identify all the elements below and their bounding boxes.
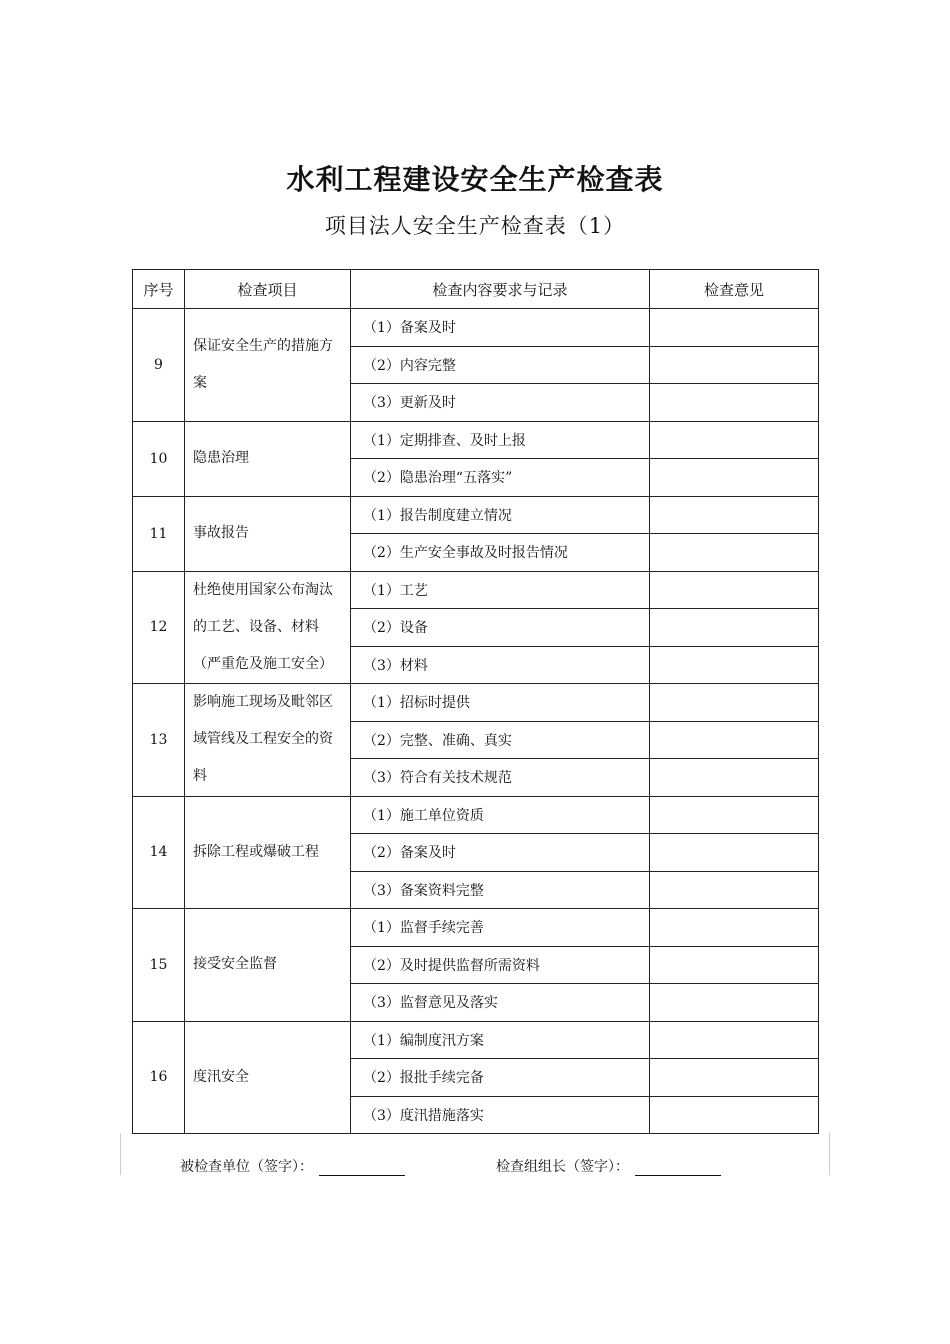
requirement-record: （3）度汛措施落实	[351, 1096, 650, 1134]
inspection-table	[132, 269, 819, 1134]
table-row	[133, 571, 819, 609]
requirement-record: （1）编制度汛方案	[351, 1021, 650, 1059]
header-opinion: 检查意见	[650, 270, 819, 309]
opinion-cell[interactable]	[650, 609, 819, 647]
opinion-cell[interactable]	[650, 459, 819, 497]
requirement-record: （2）备案及时	[351, 834, 650, 872]
requirement-record: （1）报告制度建立情况	[351, 496, 650, 534]
header-number: 序号	[133, 270, 185, 309]
row-number: 12	[133, 571, 185, 684]
table-row	[133, 496, 819, 534]
requirement-record: （1）定期排查、及时上报	[351, 421, 650, 459]
requirement-record: （3）备案资料完整	[351, 871, 650, 909]
header-item: 检查项目	[185, 270, 351, 309]
inspected-unit-label: 被检查单位（签字）：	[180, 1159, 313, 1175]
document-subtitle: 项目法人安全生产检查表（1）	[324, 214, 626, 238]
opinion-cell[interactable]	[650, 496, 819, 534]
inspection-item: 事故报告	[185, 496, 351, 571]
inspection-item: 接受安全监督	[185, 909, 351, 1022]
requirement-record: （1）工艺	[351, 571, 650, 609]
requirement-record: （2）设备	[351, 609, 650, 647]
table-row	[133, 421, 819, 459]
row-number: 13	[133, 684, 185, 797]
opinion-cell[interactable]	[650, 946, 819, 984]
opinion-cell[interactable]	[650, 534, 819, 572]
opinion-cell[interactable]	[650, 834, 819, 872]
requirement-record: （2）及时提供监督所需资料	[351, 946, 650, 984]
table-row	[133, 796, 819, 834]
opinion-cell[interactable]	[650, 1059, 819, 1097]
requirement-record: （2）隐患治理“五落实”	[351, 459, 650, 497]
document-title: 水利工程建设安全生产检查表	[286, 163, 664, 196]
opinion-cell[interactable]	[650, 421, 819, 459]
requirement-record: （1）备案及时	[351, 309, 650, 347]
table-row	[133, 684, 819, 722]
inspection-item: 隐患治理	[185, 421, 351, 496]
row-number: 15	[133, 909, 185, 1022]
opinion-cell[interactable]	[650, 721, 819, 759]
row-number: 9	[133, 309, 185, 422]
requirement-record: （2）完整、准确、真实	[351, 721, 650, 759]
team-leader-label: 检查组组长（签字）：	[496, 1159, 629, 1175]
inspected-unit-signature-line[interactable]	[319, 1161, 405, 1176]
opinion-cell[interactable]	[650, 871, 819, 909]
opinion-cell[interactable]	[650, 1096, 819, 1134]
opinion-cell[interactable]	[650, 384, 819, 422]
opinion-cell[interactable]	[650, 984, 819, 1022]
inspection-item: 影响施工现场及毗邻区域管线及工程安全的资料	[185, 684, 351, 797]
requirement-record: （1）招标时提供	[351, 684, 650, 722]
inspection-item: 拆除工程或爆破工程	[185, 796, 351, 909]
inspection-item: 度汛安全	[185, 1021, 351, 1134]
row-number: 16	[133, 1021, 185, 1134]
opinion-cell[interactable]	[650, 346, 819, 384]
opinion-cell[interactable]	[650, 796, 819, 834]
row-number: 10	[133, 421, 185, 496]
inspected-unit-signature	[180, 1156, 405, 1176]
requirement-record: （2）报批手续完备	[351, 1059, 650, 1097]
inspection-item: 保证安全生产的措施方案	[185, 309, 351, 422]
requirement-record: （2）生产安全事故及时报告情况	[351, 534, 650, 572]
opinion-cell[interactable]	[650, 1021, 819, 1059]
row-number: 11	[133, 496, 185, 571]
opinion-cell[interactable]	[650, 909, 819, 947]
requirement-record: （3）符合有关技术规范	[351, 759, 650, 797]
requirement-record: （1）监督手续完善	[351, 909, 650, 947]
opinion-cell[interactable]	[650, 309, 819, 347]
requirement-record: （3）材料	[351, 646, 650, 684]
table-row	[133, 1021, 819, 1059]
opinion-cell[interactable]	[650, 684, 819, 722]
row-number: 14	[133, 796, 185, 909]
requirement-record: （1）施工单位资质	[351, 796, 650, 834]
requirement-record: （3）更新及时	[351, 384, 650, 422]
table-row	[133, 909, 819, 947]
team-leader-signature-line[interactable]	[635, 1161, 721, 1176]
opinion-cell[interactable]	[650, 759, 819, 797]
team-leader-signature	[496, 1156, 721, 1176]
requirement-record: （2）内容完整	[351, 346, 650, 384]
opinion-cell[interactable]	[650, 646, 819, 684]
table-row	[133, 309, 819, 347]
requirement-record: （3）监督意见及落实	[351, 984, 650, 1022]
header-requirements: 检查内容要求与记录	[351, 270, 650, 309]
table-header-row	[133, 270, 819, 309]
table-body	[133, 309, 819, 1134]
opinion-cell[interactable]	[650, 571, 819, 609]
inspection-item: 杜绝使用国家公布淘汰的工艺、设备、材料（严重危及施工安全）	[185, 571, 351, 684]
